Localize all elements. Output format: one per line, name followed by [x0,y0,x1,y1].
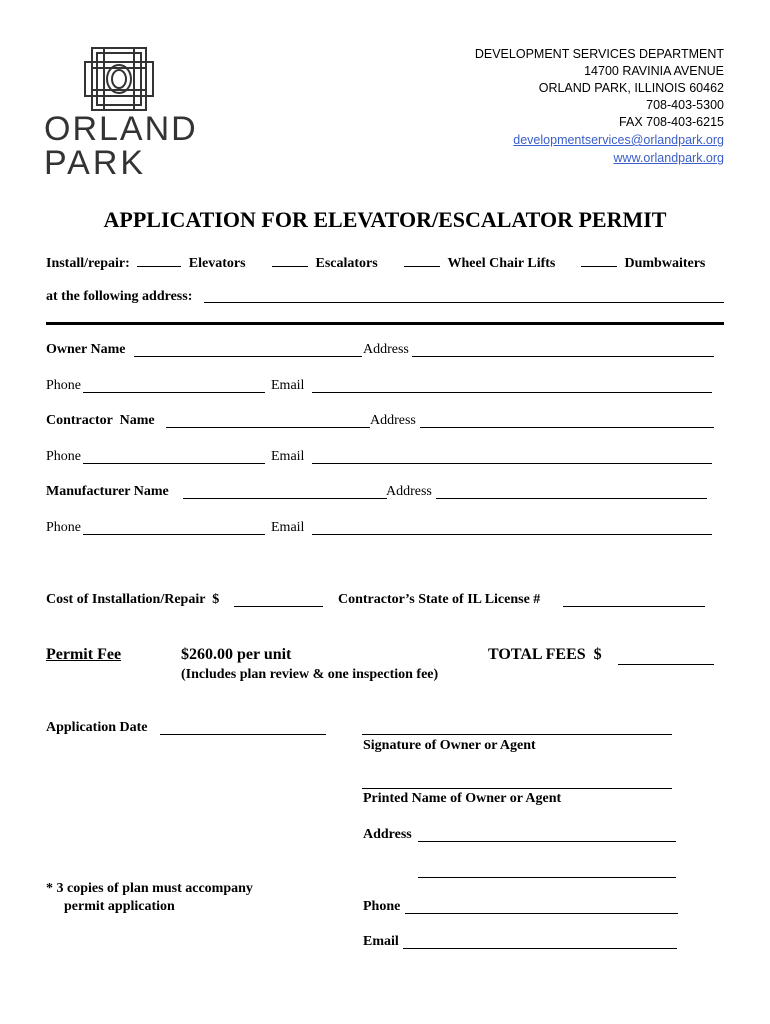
signature-label: Signature of Owner or Agent [363,738,536,753]
dumbwaiters-option [581,253,705,272]
dumbwaiters-label: Dumbwaiters [624,256,706,271]
permit-fee-note: (Includes plan review & one inspection fee) [181,667,439,682]
license-field[interactable] [563,606,705,607]
owner-address-field[interactable] [412,356,714,357]
owner-address-label: Address [363,342,409,357]
escalators-label: Escalators [315,256,378,271]
logo-text-park: PARK [44,144,147,182]
owner-name-field[interactable] [134,356,362,357]
manufacturer-address-field[interactable] [436,498,707,499]
wheelchair-blank[interactable] [404,253,440,267]
printed-name-field[interactable] [362,788,672,789]
owner-phone-label: Phone [46,378,81,393]
signer-phone-label: Phone [363,899,401,914]
signer-phone-field[interactable] [405,913,678,914]
contractor-email-field[interactable] [312,463,712,464]
dept-street: 14700 RAVINIA AVENUE [584,64,724,78]
elevators-label: Elevators [188,256,246,271]
application-date-field[interactable] [160,734,326,735]
cost-field[interactable] [234,606,323,607]
contractor-address-label: Address [370,413,416,428]
orland-park-logo [44,44,198,184]
manufacturer-email-field[interactable] [312,534,712,535]
address-label: at the following address: [46,289,193,304]
total-fees-label: TOTAL FEES $ [488,646,602,663]
signature-field[interactable] [362,734,672,735]
application-date-label: Application Date [46,720,148,735]
owner-email-label: Email [271,378,305,393]
contractor-phone-field[interactable] [83,463,265,464]
license-label: Contractor’s State of IL License # [338,592,541,607]
plan-copies-note-line2: permit application [64,899,175,914]
contractor-name-field[interactable] [166,427,370,428]
manufacturer-phone-label: Phone [46,520,81,535]
contractor-email-label: Email [271,449,305,464]
contractor-address-field[interactable] [420,427,714,428]
install-label: Install/repair: [46,256,130,271]
cost-label: Cost of Installation/Repair $ [46,592,220,607]
owner-name-label: Owner Name [46,342,126,357]
logo-text-orland: ORLAND [44,110,198,148]
owner-email-field[interactable] [312,392,712,393]
dumbwaiters-blank[interactable] [581,253,617,267]
logo-emblem-icon [44,44,194,116]
manufacturer-phone-field[interactable] [83,534,265,535]
permit-fee-label: Permit Fee [46,646,122,663]
dept-website-link[interactable]: www.orlandpark.org [613,151,724,165]
signer-address-field[interactable] [418,841,676,842]
dept-phone: 708-403-5300 [646,98,724,112]
section-divider [46,322,724,325]
manufacturer-email-label: Email [271,520,305,535]
escalators-option [272,253,378,272]
dept-name: DEVELOPMENT SERVICES DEPARTMENT [474,47,724,61]
dept-email-link[interactable]: developmentservices@orlandpark.org [513,133,724,147]
total-fees-field[interactable] [618,664,714,665]
signer-address-field-2[interactable] [418,877,676,878]
permit-fee-amount: $260.00 per unit [181,646,292,663]
wheelchair-label: Wheel Chair Lifts [447,256,556,271]
signer-email-label: Email [363,934,399,949]
manufacturer-name-field[interactable] [183,498,387,499]
contractor-name-label: Contractor Name [46,413,155,428]
escalators-blank[interactable] [272,253,308,267]
contractor-phone-label: Phone [46,449,81,464]
address-field[interactable] [204,302,724,303]
manufacturer-address-label: Address [386,484,432,499]
owner-phone-field[interactable] [83,392,265,393]
plan-copies-note-line1: * 3 copies of plan must accompany [46,881,253,896]
dept-city: ORLAND PARK, ILLINOIS 60462 [538,81,724,95]
wheelchair-option [404,253,555,272]
page-title: APPLICATION FOR ELEVATOR/ESCALATOR PERMIT [103,207,667,232]
signer-email-field[interactable] [403,948,677,949]
install-row [46,253,246,272]
printed-name-label: Printed Name of Owner or Agent [363,791,562,806]
elevators-blank[interactable] [137,253,181,267]
signer-address-label: Address [363,827,412,842]
manufacturer-name-label: Manufacturer Name [46,484,169,499]
dept-fax: FAX 708-403-6215 [619,115,724,129]
